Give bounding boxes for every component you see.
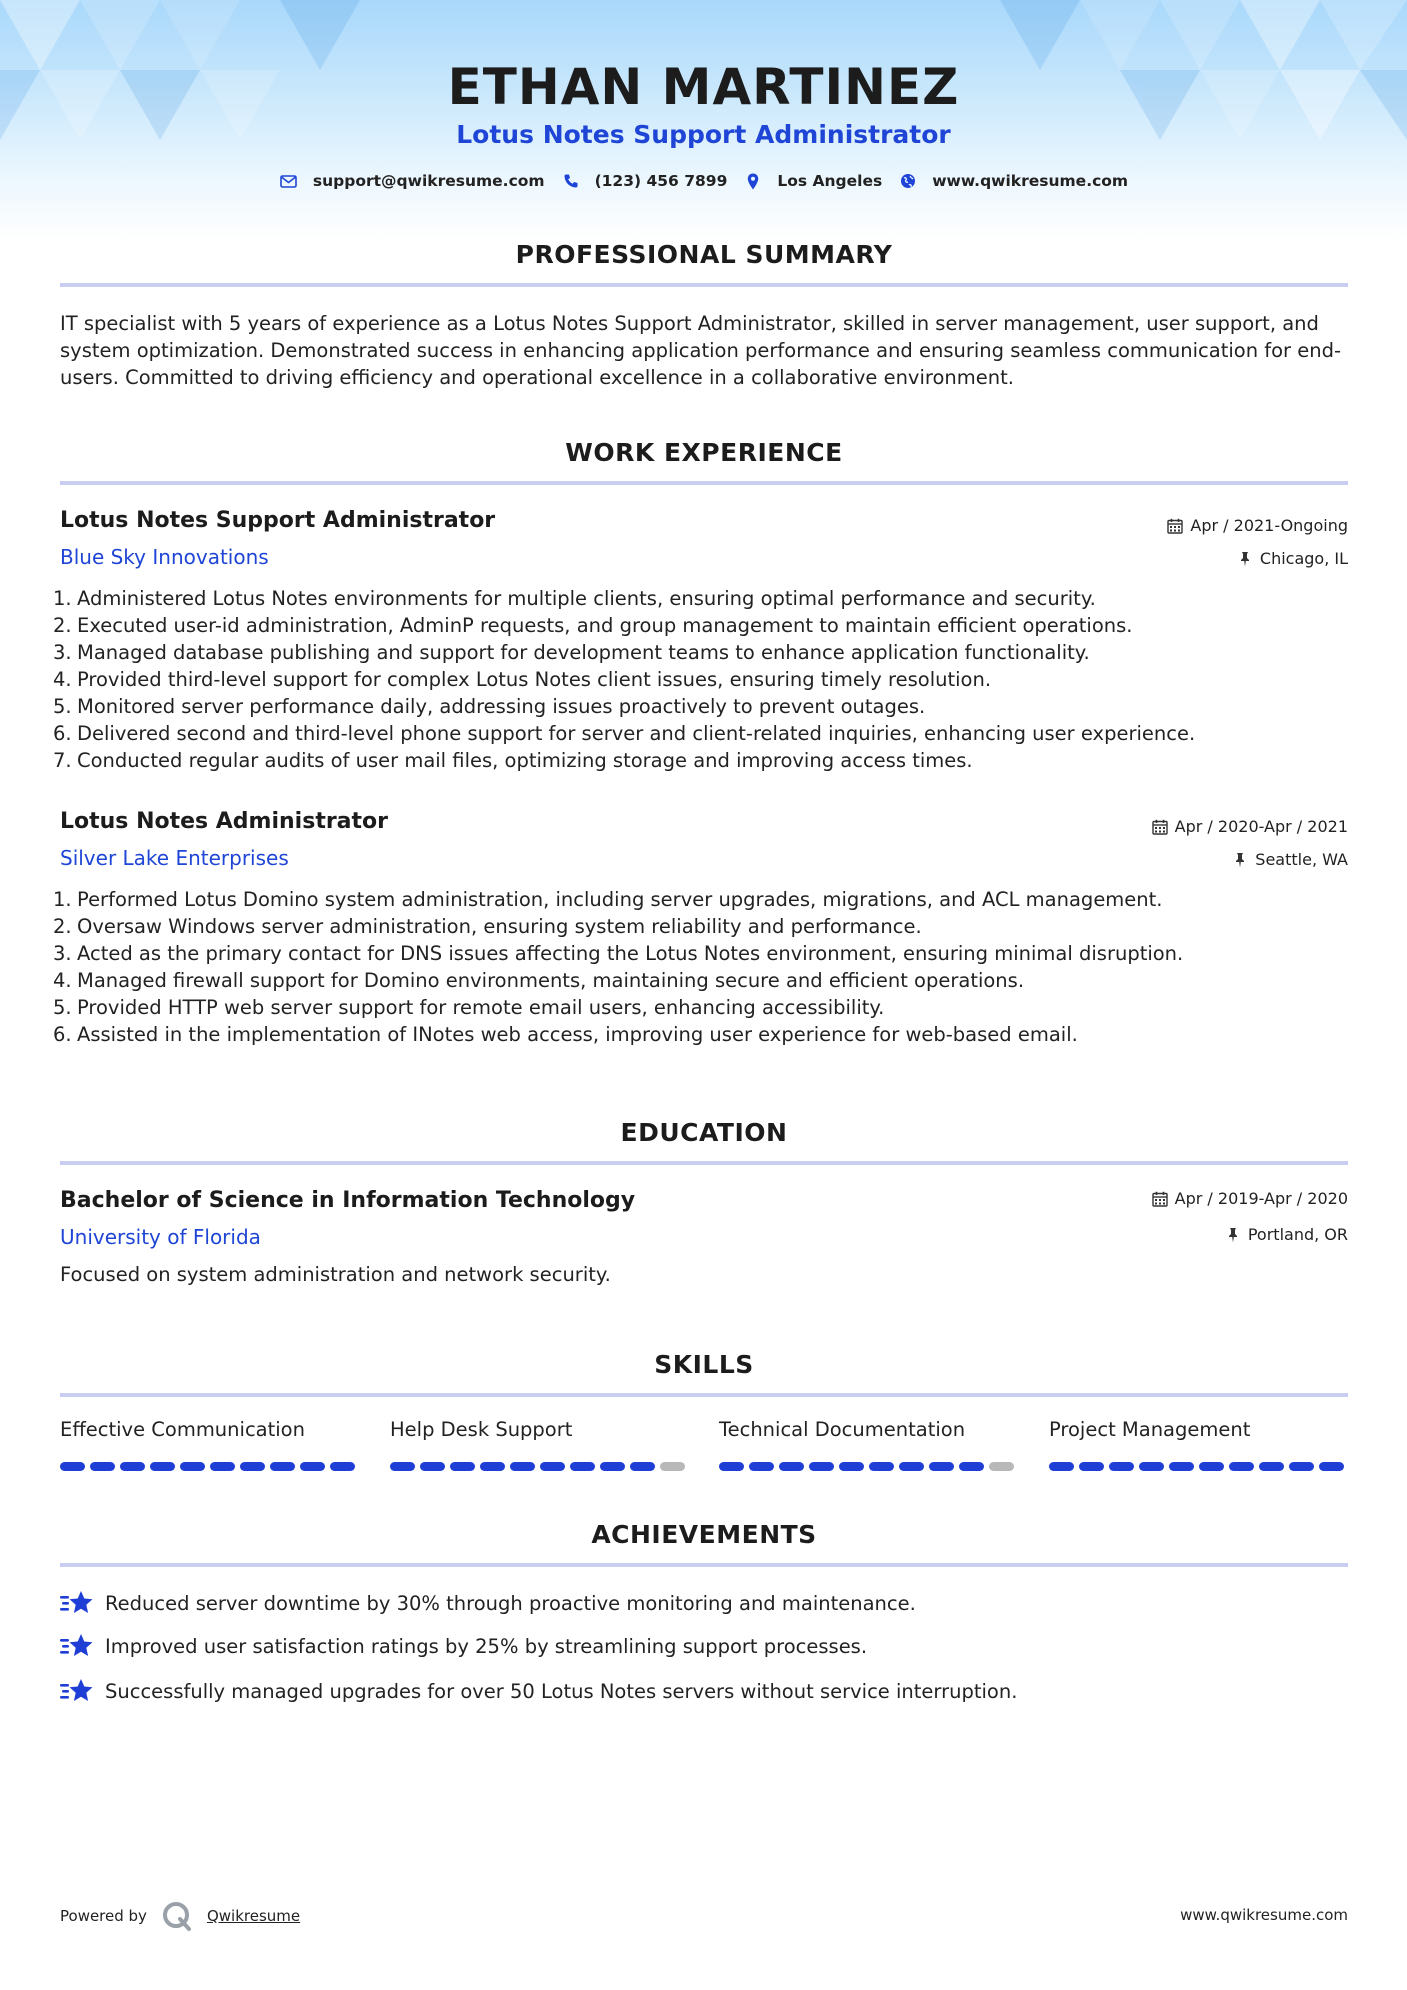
skill-segment-filled — [1259, 1462, 1284, 1471]
skill-segment-filled — [510, 1462, 535, 1471]
education-description: Focused on system administration and network security. — [60, 1263, 611, 1286]
list-item: 3. Acted as the primary contact for DNS issues affecting the Lotus Notes environment, ensuring minimal disruption. — [53, 942, 1184, 965]
job-location — [1232, 850, 1348, 869]
skill-level-bar — [60, 1462, 360, 1471]
skill-segment-filled — [60, 1462, 85, 1471]
list-item: 6. Delivered second and third-level phone support for server and client-related inquiries, enhancing user experience. — [53, 722, 1196, 745]
skill-segment-filled — [180, 1462, 205, 1471]
globe-icon — [898, 172, 918, 190]
company-name: Blue Sky Innovations — [60, 545, 269, 569]
job-title: Lotus Notes Support Administrator — [60, 508, 496, 533]
summary-heading: PROFESSIONAL SUMMARY — [515, 240, 893, 269]
skill-segment-filled — [929, 1462, 954, 1471]
achievement-item — [60, 1588, 916, 1618]
skill-segment-filled — [1319, 1462, 1344, 1471]
skill-name: Help Desk Support — [390, 1418, 573, 1441]
skill-item — [719, 1418, 1019, 1471]
pushpin-icon — [1225, 1227, 1241, 1243]
list-item: 5. Provided HTTP web server support for remote email users, enhancing accessibility. — [53, 996, 885, 1019]
star-icon — [60, 1588, 94, 1618]
list-item: 5. Monitored server performance daily, addressing issues proactively to prevent outages. — [53, 695, 926, 718]
job-location-text: Seattle, WA — [1255, 850, 1348, 869]
degree-title: Bachelor of Science in Information Technology — [60, 1188, 636, 1213]
powered-by-label: Powered by — [60, 1907, 147, 1925]
education-dates — [1152, 1189, 1348, 1208]
skill-segment-filled — [1289, 1462, 1314, 1471]
star-icon — [60, 1676, 94, 1706]
contact-email[interactable] — [279, 172, 545, 190]
list-item: 2. Executed user-id administration, AdminP requests, and group management to maintain efficient operations. — [53, 614, 1133, 637]
skill-segment-filled — [540, 1462, 565, 1471]
summary-text — [60, 310, 1350, 391]
education-dates-text: Apr / 2019-Apr / 2020 — [1174, 1189, 1348, 1208]
skill-segment-filled — [1199, 1462, 1224, 1471]
contact-bar — [0, 172, 1407, 190]
skill-segment-filled — [450, 1462, 475, 1471]
skill-segment-filled — [869, 1462, 894, 1471]
education-heading: EDUCATION — [620, 1118, 788, 1147]
skill-segment-filled — [90, 1462, 115, 1471]
contact-phone[interactable] — [561, 172, 728, 190]
achievement-text: Improved user satisfaction ratings by 25% by streamlining support processes. — [105, 1634, 868, 1658]
skill-segment-empty — [989, 1462, 1014, 1471]
job-dates — [1152, 817, 1348, 836]
envelope-icon — [279, 172, 299, 190]
calendar-icon — [1152, 1191, 1168, 1207]
candidate-name: ETHAN MARTINEZ — [447, 58, 960, 116]
skill-segment-filled — [270, 1462, 295, 1471]
skill-segment-filled — [300, 1462, 325, 1471]
skill-level-bar — [390, 1462, 690, 1471]
skill-segment-filled — [839, 1462, 864, 1471]
achievement-text: Reduced server downtime by 30% through proactive monitoring and maintenance. — [105, 1591, 916, 1615]
skill-segment-filled — [1169, 1462, 1194, 1471]
job-bullets — [53, 886, 1353, 1048]
job-location-text: Chicago, IL — [1259, 549, 1348, 568]
skill-segment-filled — [600, 1462, 625, 1471]
skills-divider — [60, 1393, 1348, 1397]
skills-heading: SKILLS — [654, 1350, 754, 1379]
skill-segment-filled — [330, 1462, 355, 1471]
qwikresume-logo-icon — [161, 1900, 193, 1932]
pushpin-icon — [1237, 551, 1253, 567]
skill-name: Effective Communication — [60, 1418, 305, 1441]
summary-line: users. Committed to driving efficiency and operational excellence in a collaborative environment. — [60, 366, 1014, 389]
skill-segment-filled — [1229, 1462, 1254, 1471]
list-item: 4. Managed firewall support for Domino environments, maintaining secure and efficient operations. — [53, 969, 1025, 992]
website-text: www.qwikresume.com — [932, 172, 1129, 190]
contact-location — [743, 172, 882, 190]
skill-segment-filled — [210, 1462, 235, 1471]
candidate-title: Lotus Notes Support Administrator — [456, 120, 951, 149]
skill-item — [390, 1418, 690, 1471]
list-item: 2. Oversaw Windows server administration, ensuring system reliability and performance. — [53, 915, 922, 938]
achievements-divider — [60, 1563, 1348, 1567]
skill-segment-filled — [1139, 1462, 1164, 1471]
skill-segment-filled — [1079, 1462, 1104, 1471]
skill-item — [60, 1418, 360, 1471]
phone-icon — [561, 172, 581, 190]
education-divider — [60, 1161, 1348, 1165]
skill-segment-filled — [959, 1462, 984, 1471]
calendar-icon — [1152, 819, 1168, 835]
skill-level-bar — [1049, 1462, 1349, 1471]
footer-powered-by — [60, 1900, 300, 1932]
achievement-item — [60, 1676, 1017, 1706]
education-location-text: Portland, OR — [1247, 1225, 1348, 1244]
calendar-icon — [1167, 518, 1183, 534]
skill-name: Project Management — [1049, 1418, 1251, 1441]
experience-heading: WORK EXPERIENCE — [565, 438, 843, 467]
achievement-item — [60, 1631, 867, 1661]
skill-segment-filled — [390, 1462, 415, 1471]
skill-segment-empty — [660, 1462, 685, 1471]
job-dates-text: Apr / 2020-Apr / 2021 — [1174, 817, 1348, 836]
map-pin-icon — [743, 172, 763, 190]
skill-segment-filled — [809, 1462, 834, 1471]
school-name: University of Florida — [60, 1225, 261, 1249]
footer-website[interactable]: www.qwikresume.com — [1180, 1906, 1348, 1924]
skill-segment-filled — [1049, 1462, 1074, 1471]
skill-item — [1049, 1418, 1349, 1471]
job-dates — [1167, 516, 1348, 535]
job-dates-text: Apr / 2021-Ongoing — [1190, 516, 1348, 535]
summary-line: IT specialist with 5 years of experience as a Lotus Notes Support Administrator, skilled in server management, user support, and — [60, 312, 1319, 335]
list-item: 1. Administered Lotus Notes environments for multiple clients, ensuring optimal performance and security. — [53, 587, 1096, 610]
list-item: 4. Provided third-level support for complex Lotus Notes client issues, ensuring timely resolution. — [53, 668, 992, 691]
skill-segment-filled — [150, 1462, 175, 1471]
skill-segment-filled — [899, 1462, 924, 1471]
experience-divider — [60, 481, 1348, 485]
pushpin-icon — [1232, 852, 1248, 868]
company-name: Silver Lake Enterprises — [60, 846, 289, 870]
achievements-heading: ACHIEVEMENTS — [591, 1520, 817, 1549]
achievement-text: Successfully managed upgrades for over 50 Lotus Notes servers without service interruption. — [105, 1679, 1018, 1703]
star-icon — [60, 1631, 94, 1661]
qwikresume-link[interactable]: Qwikresume — [206, 1907, 301, 1925]
skill-name: Technical Documentation — [719, 1418, 966, 1441]
list-item: 7. Conducted regular audits of user mail files, optimizing storage and improving access times. — [53, 749, 973, 772]
list-item: 3. Managed database publishing and support for development teams to enhance application functionality. — [53, 641, 1090, 664]
phone-text: (123) 456 7899 — [594, 172, 728, 190]
email-text: support@qwikresume.com — [312, 172, 545, 190]
skill-segment-filled — [749, 1462, 774, 1471]
job-bullets — [53, 585, 1353, 774]
contact-website[interactable] — [898, 172, 1128, 190]
education-location — [1225, 1225, 1348, 1244]
summary-line: system optimization. Demonstrated success in enhancing application performance and ensuring seamless communication for end- — [60, 339, 1342, 362]
skill-segment-filled — [630, 1462, 655, 1471]
skill-segment-filled — [420, 1462, 445, 1471]
list-item: 1. Performed Lotus Domino system administration, including server upgrades, migrations, and ACL management. — [53, 888, 1163, 911]
job-location — [1237, 549, 1348, 568]
skill-segment-filled — [779, 1462, 804, 1471]
skill-segment-filled — [480, 1462, 505, 1471]
job-title: Lotus Notes Administrator — [60, 809, 389, 834]
skill-segment-filled — [719, 1462, 744, 1471]
skill-segment-filled — [120, 1462, 145, 1471]
skill-segment-filled — [570, 1462, 595, 1471]
list-item: 6. Assisted in the implementation of INotes web access, improving user experience for web-based email. — [53, 1023, 1078, 1046]
skill-segment-filled — [1109, 1462, 1134, 1471]
summary-divider — [60, 283, 1348, 287]
skill-segment-filled — [240, 1462, 265, 1471]
skill-level-bar — [719, 1462, 1019, 1471]
location-text: Los Angeles — [777, 172, 883, 190]
